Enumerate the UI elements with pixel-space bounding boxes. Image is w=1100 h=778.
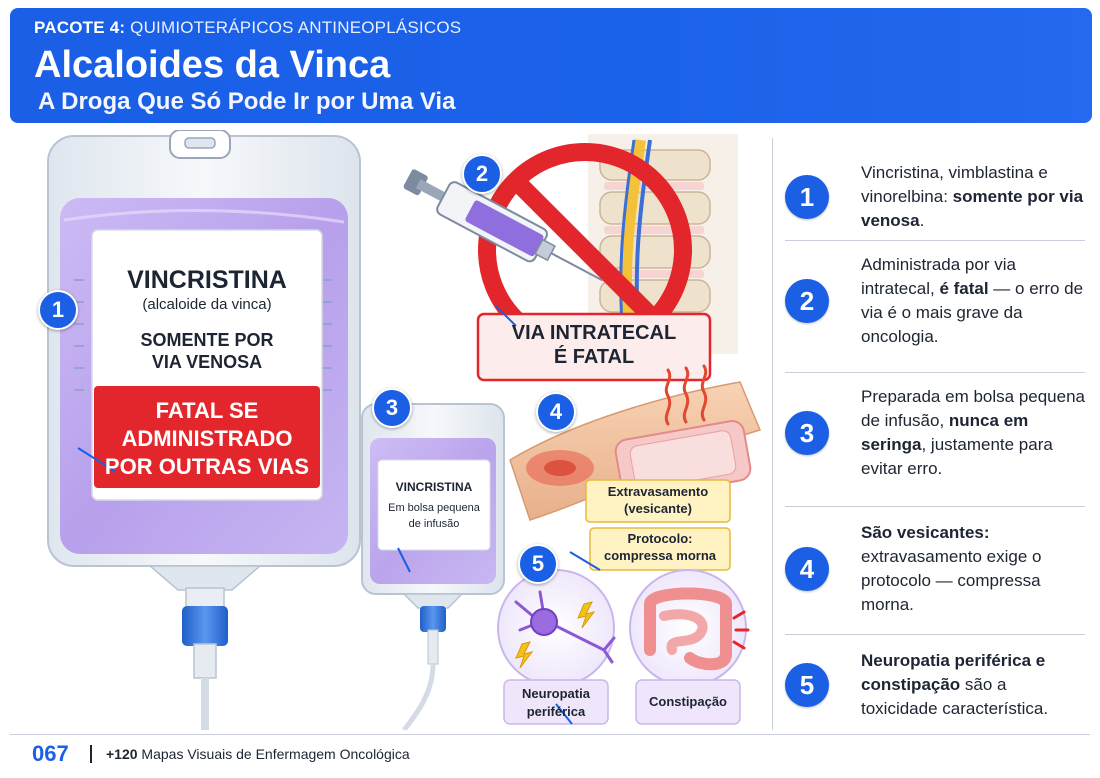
page-title: Alcaloides da Vinca bbox=[34, 44, 391, 86]
summary-list bbox=[772, 138, 1090, 730]
big-bag-route-line1: SOMENTE POR bbox=[140, 330, 274, 350]
constipation-label: Constipação bbox=[648, 694, 727, 709]
extravasation-label-line2: (vesicante) bbox=[624, 501, 692, 516]
summary-item-2 bbox=[785, 242, 1085, 360]
divider bbox=[785, 506, 1085, 507]
summary-item-1 bbox=[785, 138, 1085, 256]
summary-badge: 4 bbox=[785, 547, 829, 591]
summary-badge: 3 bbox=[785, 411, 829, 455]
big-bag-drug-name: VINCRISTINA bbox=[127, 266, 287, 294]
small-bag-line1: Em bolsa pequena bbox=[388, 502, 480, 514]
summary-badge: 5 bbox=[785, 663, 829, 707]
big-bag-route-line2: VIA VENOSA bbox=[151, 352, 263, 372]
intrathecal-badge: 2 bbox=[462, 154, 502, 194]
page-number: 067 bbox=[32, 741, 69, 766]
big-bag-warning-line3: POR OUTRAS VIAS bbox=[104, 454, 310, 479]
header-kicker bbox=[34, 18, 1068, 38]
summary-text: Vincristina, vimblastina e vinorelbina: somente por via venosa. bbox=[861, 163, 1084, 230]
extravasation-badge: 4 bbox=[536, 392, 576, 432]
summary-badge: 1 bbox=[785, 175, 829, 219]
small-iv-bag-icon bbox=[362, 404, 504, 730]
extravasation-label-line1: Extravasamento bbox=[607, 484, 709, 499]
big-bag-drug-sub: (alcaloide da vinca) bbox=[142, 296, 272, 313]
neuron-icon bbox=[498, 570, 614, 686]
protocol-label-line2: compressa morna bbox=[604, 548, 716, 563]
kicker-pack-number: PACOTE 4: bbox=[34, 18, 126, 37]
divider bbox=[785, 372, 1085, 373]
toxicity-badge: 5 bbox=[518, 544, 558, 584]
kicker-category: QUIMIOTERÁPICOS ANTINEOPLÁSICOS bbox=[125, 18, 462, 37]
intestine-icon bbox=[630, 570, 748, 686]
book-count: +120 bbox=[106, 746, 138, 762]
big-bag-warning-line1: FATAL SE bbox=[155, 398, 259, 423]
summary-text: São vesicantes: extravasamento exige o protocolo — compressa morna. bbox=[861, 523, 1042, 614]
header-banner bbox=[10, 8, 1092, 123]
summary-item-5 bbox=[785, 626, 1085, 744]
summary-item-3 bbox=[785, 374, 1085, 492]
divider bbox=[785, 240, 1085, 241]
intrathecal-label-line2: É FATAL bbox=[553, 346, 635, 368]
intrathecal-label-line1: VIA INTRATECAL bbox=[511, 322, 677, 344]
summary-badge: 2 bbox=[785, 279, 829, 323]
book-title bbox=[106, 746, 410, 762]
page-subtitle: A Droga Que Só Pode Ir por Uma Via bbox=[38, 88, 456, 115]
summary-text: Preparada em bolsa pequena de infusão, nunca em seringa, justamente para evitar erro. bbox=[861, 387, 1085, 478]
book-name: Mapas Visuais de Enfermagem Oncológica bbox=[137, 746, 410, 762]
summary-item-4 bbox=[785, 510, 1085, 628]
big-bag-badge: 1 bbox=[38, 290, 78, 330]
small-bag-line2: de infusão bbox=[408, 518, 460, 530]
protocol-label-line1: Protocolo: bbox=[627, 531, 693, 546]
footer-separator bbox=[90, 745, 92, 763]
neuropathy-label-line1: Neuropatia bbox=[522, 686, 590, 701]
small-bag-badge: 3 bbox=[372, 388, 412, 428]
big-bag-warning-line2: ADMINISTRADO bbox=[121, 426, 293, 451]
footer bbox=[10, 734, 1090, 774]
summary-text: Neuropatia periférica e constipação são a toxicidade característica. bbox=[861, 651, 1049, 718]
small-bag-drug-name: VINCRISTINA bbox=[395, 480, 473, 494]
neuropathy-label-line2: periférica bbox=[526, 704, 586, 719]
summary-text: Administrada por via intratecal, é fatal — o erro de via é o mais grave da oncologia. bbox=[861, 255, 1084, 346]
